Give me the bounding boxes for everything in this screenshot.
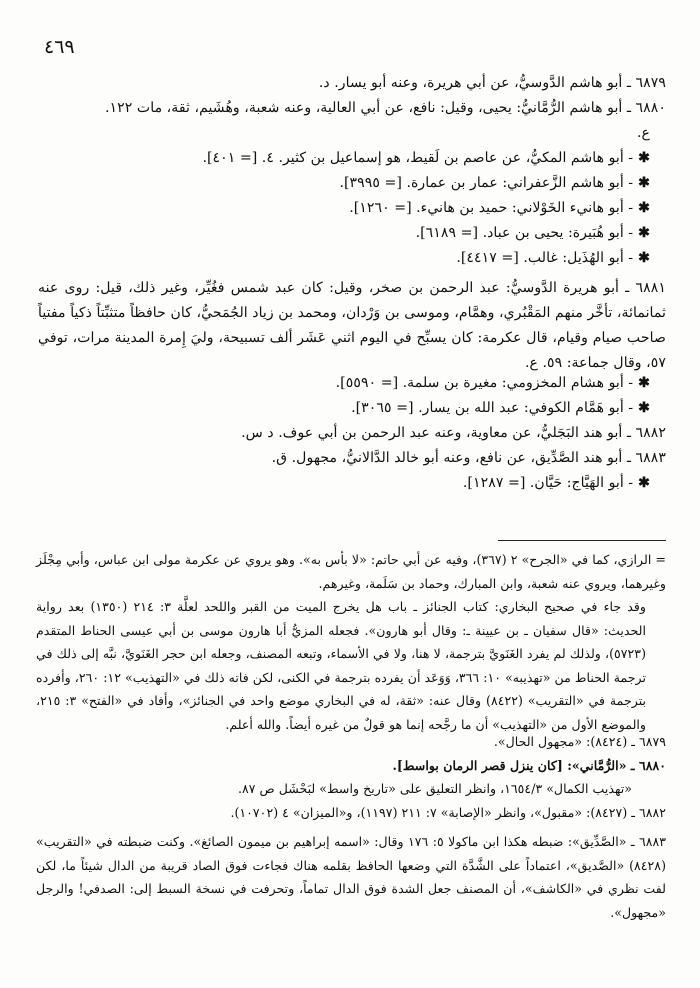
main-text bbox=[38, 76, 666, 536]
asterisk-icon: ✱ bbox=[638, 175, 650, 191]
asterisk-icon: ✱ bbox=[638, 400, 650, 416]
cross-reference: ✱- أبو هشام المخزومي: مغيرة بن سلمة. [= ٥٥٩٠]. bbox=[335, 375, 650, 391]
cross-reference: ✱- أبو هانيء الخَوْلاني: حميد بن هانيء. [= ١٢٦٠]. bbox=[349, 200, 650, 216]
cross-reference: ✱- أبو هُبَيرة: يحيى بن عباد. [= ٦١٨٩]. bbox=[415, 225, 650, 241]
asterisk-icon: ✱ bbox=[638, 250, 650, 266]
entry-6880: ٦٨٨٠ ـ أبو هاشم الرُّمَّانيُّ: يحيى، وقيل: نافع، عن أبي العالية، وعنه شعبة، وهُشَيم، ثقة، مات ١٢٢. bbox=[104, 100, 666, 116]
entry-6880-symbols: ع. bbox=[637, 125, 650, 141]
asterisk-icon: ✱ bbox=[638, 200, 650, 216]
cross-reference: ✱- أبو هَمَّام الكوفي: عبد الله بن يسار. [= ٣٠٦٥]. bbox=[351, 400, 650, 416]
cross-reference: ✱- أبو الهُذَيل: غالب. [= ٤٤١٧]. bbox=[456, 250, 650, 266]
cross-reference: ✱- أبو هاشم المكيُّ، عن عاصم بن لَقيط، هو إسماعيل بن كثير. ٤. [= ٤٠١]. bbox=[202, 150, 650, 166]
cross-reference: ✱- أبو هاشم الزَّعفراني: عمار بن عمارة. [= ٣٩٩٥]. bbox=[339, 175, 650, 191]
footnote-continued: = الرازي، كما في «الجرح» ٢ (٣٦٧)، وفيه عن أبي حاتم: «لا بأس به». وهو يروي عن عكرمة مولى ابن عباس، وأبي مِجْلَز وغيرهما، ويروي عنه شعبة، وابن المبارك، وحماد بن سَلَمة، وغيرهم. bbox=[36, 552, 666, 591]
entry-6883: ٦٨٨٣ ـ أبو هند الصَّدِّيق، عن نافع، وعنه أبو خالد الدَّالانيُّ، مجهول. ق. bbox=[271, 450, 666, 466]
footnote-6882: ٦٨٨٢ ـ (٨٤٢٧): «مقبول»، وانظر «الإصابة» ٧: ٢١١ (١١٩٧)، و«الميزان» ٤ (١٠٧٠٢). bbox=[230, 804, 666, 820]
footnote-6879: ٦٨٧٩ ـ (٨٤٢٤): «مجهول الحال». bbox=[493, 734, 666, 749]
footnote-divider bbox=[498, 540, 666, 541]
footnote-6880-reference: «تهذيب الكمال» ١٦٥٤/٣، وانظر التعليق على «تاريخ واسط» لبَحْشَل ص ٨٧. bbox=[237, 781, 632, 796]
asterisk-icon: ✱ bbox=[638, 375, 650, 391]
footnote-6880: ٦٨٨٠ ـ «الرُّمَّاني»: [كان ينزل قصر الرمان بواسط]. bbox=[392, 757, 666, 773]
entry-6882: ٦٨٨٢ ـ أبو هند البَجَليُّ، عن معاوية، وعنه عبد الرحمن بن أبي عوف. د س. bbox=[241, 425, 666, 441]
footnote-6883: ٦٨٨٣ ـ «الصَّدِّيق»: ضبطه هكذا ابن ماكولا ٥: ١٧٦ وقال: «اسمه إبراهيم بن ميمون الصائغ». وكنت ضبطته في «التقريب» (٨٤٢٨) «الصَّديق»، اعتماداً على الشَّدَّة التي وضعها الحافظ بقلمه هناك فجاءت فوق الصاد قريبة من الدال شيئاً ما، لكن لفت نظري في «الكاشف»، أن المصنف جعل الشدة فوق الدال تماماً، وتحرفت في نسخة السبط إلى: الصدفي! والرجل «مجهول». bbox=[36, 834, 666, 920]
asterisk-icon: ✱ bbox=[638, 150, 650, 166]
footnote-paragraph: وقد جاء في صحيح البخاري: كتاب الجنائز ـ باب هل يخرج الميت من القبر واللحد لعلَّة ٣: ٢١٤ (١٣٥٠) بعد رواية الحديث: «قال سفيان ـ بن عيينة ـ: وقال أبو هارون». فجعله المزيُّ أبا هارون موسى بن أبي عيسى الحناط المتقدم (٥٧٢٣)، ولذلك لم يفرد الغَنَويَّ بترجمة، لا هنا، ولا في الأسماء، وتبعه المصنف، وجعله ابن حجر الغَنَويَّ، نبَّه إلى ذلك في ترجمة الحناط من «تهذيبه» ١٠: ٣٦٦، وَوَعَد أن يفرده بترجمة في الكنى، لكن فاته ذلك في «التهذيب» ١٢: ٢٦٠، وأفرده بترجمة في «التقريب» (٨٤٢٢) وقال عنه: «ثقة، له في البخاري موضع واحد في الجنائز»، وأفاد في «الفتح» ٣: ٢١٥، والموضع الأول من «التهذيب» أن ما رجَّحه إنما هو قولٌ من غيره أيضاً. والله أعلم. bbox=[36, 599, 647, 732]
footnotes bbox=[36, 548, 666, 978]
cross-reference: ✱- أبو الهَيَّاج: حَيَّان. [= ١٢٨٧]. bbox=[462, 475, 650, 491]
entry-6879: ٦٨٧٩ ـ أبو هاشم الدَّوسيُّ، عن أبي هريرة، وعنه أبو يسار. د. bbox=[318, 75, 666, 91]
entry-6881: ٦٨٨١ ـ أبو هريرة الدَّوسيُّ: عبد الرحمن بن صخر، وقيل: كان عبد شمس فغُيِّر، وغير ذلك، قيل: روى عنه ثمانمائة، تأخَّر منهم المَقْبُري، وهمَّام، وموسى بن وَرْدان، ومحمد بن زياد الجُمَحيُّ، كان حافظاً متثبِّتاً ذكياً مفتياً صاحب صيام وقيام، قال عكرمة: كان يسبِّح في اليوم اثني عَشَر ألف تسبيحة، وليَ إِمرة المدينة مرات، توفي ٥٧، وقال جماعة: ٥٩. ع. bbox=[38, 280, 666, 371]
page-number: ٤٦٩ bbox=[44, 36, 75, 58]
asterisk-icon: ✱ bbox=[638, 475, 650, 491]
asterisk-icon: ✱ bbox=[638, 225, 650, 241]
